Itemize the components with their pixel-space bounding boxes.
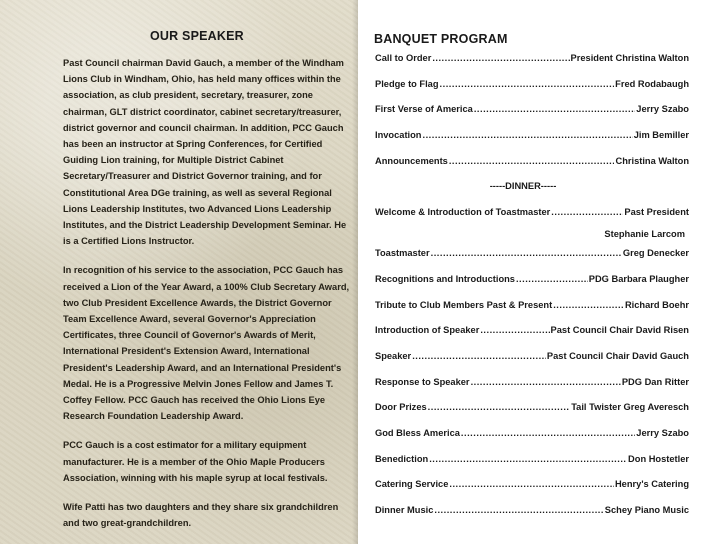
program-person: Don Hostetler [628,453,689,464]
leader-dots [429,454,627,464]
program-person: PDG Barbara Plaugher [588,273,689,284]
program-item [375,377,689,403]
program-role: Introduction of Speaker [375,325,480,336]
program-role: Recognitions and Introductions [375,273,515,284]
program-role: Tribute to Club Members Past & Present [375,299,553,310]
program-item [375,156,689,182]
program-role: Catering Service [375,479,449,490]
program-role: God Bless America [375,427,460,438]
program-person: Jim Bemiller [633,130,689,141]
program-role: Dinner Music [375,505,434,515]
leader-dots [553,300,624,310]
program-heading: BANQUET PROGRAM [374,32,508,46]
leader-dots [428,402,571,412]
speaker-panel [0,0,358,544]
leader-dots [431,248,622,258]
program-item [375,79,689,105]
speaker-heading: OUR SPEAKER [150,29,244,43]
program-item [375,300,689,326]
dinner-divider: -----DINNER----- [489,181,557,192]
program-role: Call to Order [375,53,432,63]
bio-paragraph: Wife Patti has two daughters and they share six grandchildren and two great-grandchildren. [63,502,339,529]
program-person-line2: Stephanie Larcom [604,229,685,240]
program-person: Jerry Szabo [636,427,689,438]
leader-dots [551,207,623,217]
program-person: Schey Piano Music [604,505,689,515]
bio-paragraph: Past Council chairman David Gauch, a member of the Windham Lions Club in Windham, Ohio, has held many offices within the association, as club president, secretary, treasurer, zone chairman, GLT district coordinator, cabinet secretary/treasurer, district governor and council chairman. In addition, PCC Gauch has been an instructor at Spring Conferences, for Certified Guiding Lion training, for Multiple District Cabinet Secretary/Treasurer and District Governor training, and for Constitutional Area DGe training, as well as several Regional Lions Leadership Institutes, two Advanced Lions Leadership Institutes, and the District Leadership Development Seminar. He is a Certified Lions Instructor. [63,58,347,247]
leader-dots [471,377,621,387]
leader-dots [461,428,635,438]
program-role: Toastmaster [375,248,430,259]
program-role: Invocation [375,130,422,141]
program-person: Tail Twister Greg Averesch [571,402,689,413]
program-role: Door Prizes [375,402,427,413]
program-item [375,248,689,274]
program-role: Welcome & Introduction of Toastmaster [375,207,551,218]
leader-dots [516,274,588,284]
program-person: Past Council Chair David Gauch [546,350,689,361]
program-item [375,428,689,454]
program-list [375,53,689,531]
program-item [375,505,689,531]
program-item [375,53,689,79]
program-role: First Verse of America [375,104,473,115]
leader-dots [412,351,546,361]
program-item [375,274,689,300]
program-person: Jerry Szabo [636,104,689,115]
leader-dots [440,79,615,89]
program-item [375,454,689,480]
leader-dots [423,130,633,140]
program-item [375,351,689,377]
program-person: PDG Dan Ritter [621,376,689,387]
leader-dots [432,53,569,63]
program-item [375,207,689,248]
leader-dots [434,505,603,515]
leader-dots [474,104,635,114]
program-item [375,325,689,351]
program-person: Past Council Chair David Risen [550,325,689,336]
program-item [375,402,689,428]
leader-dots [449,479,614,489]
speaker-bio [63,55,350,544]
program-person: Richard Boehr [624,299,689,310]
program-person: Past President [624,207,689,218]
program-role: Benediction [375,453,429,464]
program-role: Announcements [375,155,448,166]
program-person: Greg Denecker [622,248,689,259]
program-item [375,130,689,156]
program-item [375,104,689,130]
program-role: Speaker [375,350,412,361]
program-person: Fred Rodabaugh [615,78,689,89]
program-role: Pledge to Flag [375,78,439,89]
leader-dots [480,325,549,335]
program-person: Henry's Catering [614,479,689,490]
bio-paragraph: In recognition of his service to the association, PCC Gauch has received a Lion of the Year Award, a 100% Club Secretary Award, two Club President Excellence Awards, the District Governor Team Excellence Award, several Governor's Appreciation Certificates, three Council of Governor's Awards of Merit, International President's Extension Award, International President's Leadership Award, and an International President's Medal. He is a Progressive Melvin Jones Fellow and James T. Coffey Fellow. PCC Gauch has received the Ohio Lions Eye Research Foundation Leadership Award. [63,265,350,422]
program-person: Christina Walton [615,155,689,166]
leader-dots [449,156,615,166]
bio-paragraph: PCC Gauch is a cost estimator for a military equipment manufacturer. He is a member of the Ohio Maple Producers Association, winning with his maple syrup at local festivals. [63,440,328,483]
program-role: Response to Speaker [375,376,470,387]
program-item [375,479,689,505]
program-person: President Christina Walton [570,53,689,63]
